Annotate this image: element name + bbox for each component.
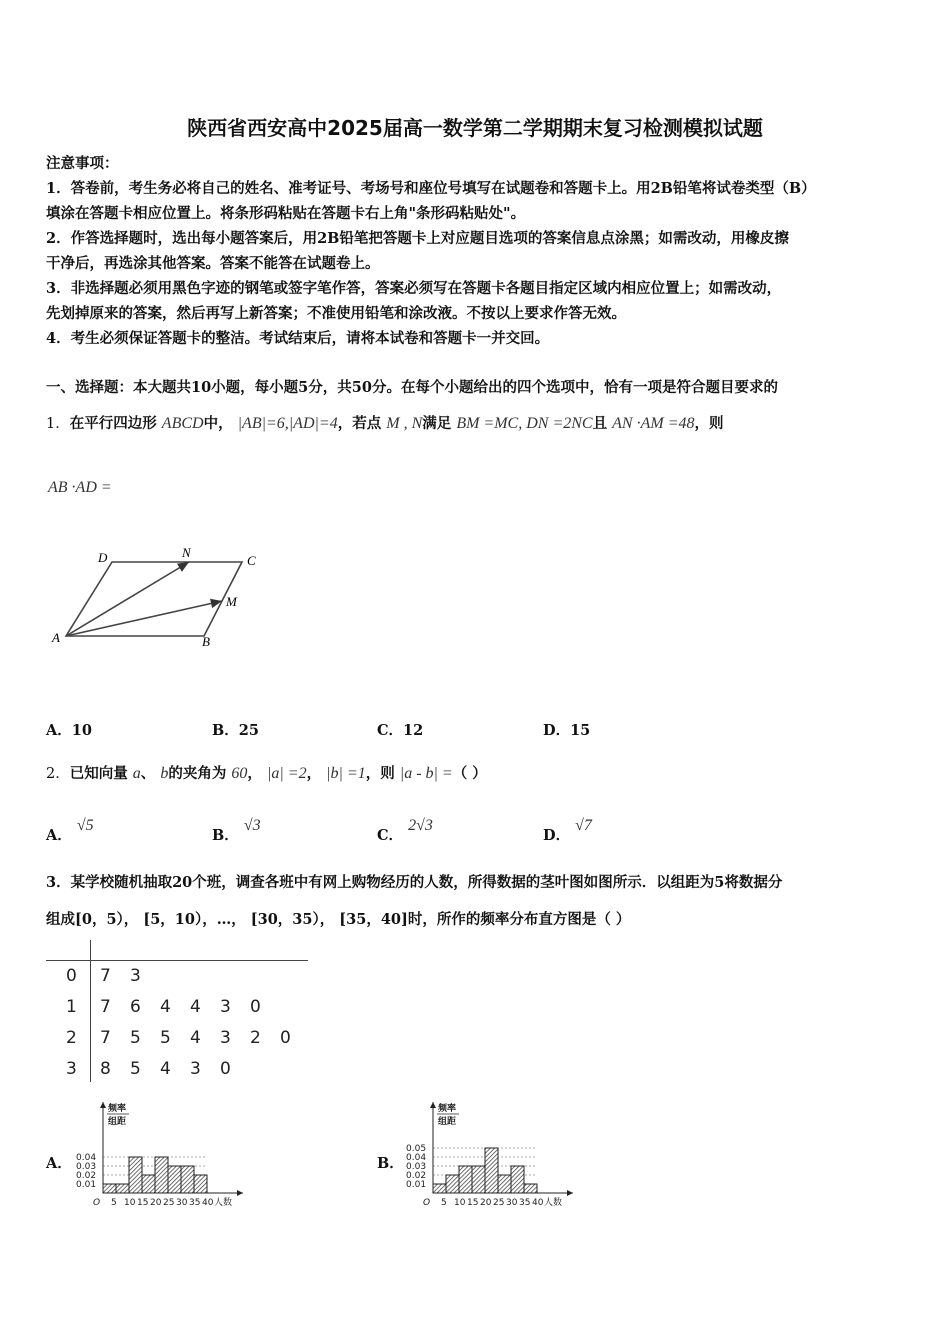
question-3-line-1: 3．某学校随机抽取20个班，调查各班中有网上购物经历的人数，所得数据的茎叶图如图所示．以组距为5将数据分 bbox=[46, 874, 783, 891]
x-tick-label: 20 bbox=[480, 1198, 492, 1208]
option-label: B． bbox=[212, 827, 239, 844]
q1-math: BM =MC, DN =2NC bbox=[456, 415, 593, 432]
option-value: √3 bbox=[243, 817, 261, 834]
leaf-value: 5 bbox=[130, 1059, 141, 1079]
leaf-value: 7 bbox=[100, 966, 111, 986]
stem-value: 2 bbox=[66, 1028, 77, 1048]
histogram-bar bbox=[524, 1184, 537, 1193]
q1-text: 在平行四边形 bbox=[69, 415, 157, 432]
histogram-bar bbox=[446, 1175, 459, 1193]
q2-math: b bbox=[160, 765, 169, 782]
x-tick-label: 25 bbox=[163, 1198, 175, 1208]
question-1 bbox=[46, 412, 724, 433]
leaf-value: 3 bbox=[190, 1059, 201, 1079]
y-tick-label: 0.04 bbox=[406, 1153, 427, 1163]
q1-option-c[interactable]: C．12 bbox=[377, 722, 424, 739]
leaf-value: 3 bbox=[220, 997, 231, 1017]
histogram-b[interactable] bbox=[400, 1098, 580, 1218]
histogram-bar bbox=[181, 1166, 194, 1193]
q1-math: M , N bbox=[386, 415, 423, 432]
y-tick-label: 0.02 bbox=[76, 1171, 97, 1181]
q1-text: 满足 bbox=[422, 415, 452, 432]
y-axis-arrow bbox=[430, 1102, 436, 1108]
q2-math: |a - b| = bbox=[399, 765, 453, 782]
histogram-bar bbox=[194, 1175, 207, 1193]
q1-expression: AB ·AD = bbox=[48, 479, 112, 496]
option-label: D． bbox=[543, 827, 571, 844]
q1-math: AN ·AM =48 bbox=[612, 415, 695, 432]
stem-value: 1 bbox=[66, 997, 77, 1017]
x-tick-label: 15 bbox=[467, 1198, 479, 1208]
notice-line: 干净后，再选涂其他答案。答案不能答在试题卷上。 bbox=[46, 255, 380, 272]
vector-an bbox=[66, 562, 189, 636]
leaf-value: 7 bbox=[100, 1028, 111, 1048]
notice-line: 填涂在答题卡相应位置上。将条形码粘贴在答题卡右上角"条形码粘贴处"。 bbox=[46, 205, 526, 222]
y-axis-label-bottom: 组距 bbox=[438, 1117, 457, 1127]
histogram-bar bbox=[511, 1166, 524, 1193]
x-tick-label: O bbox=[423, 1198, 431, 1208]
x-tick-label: 40 bbox=[532, 1198, 544, 1208]
y-tick-label: 0.05 bbox=[406, 1144, 427, 1154]
vector-am bbox=[66, 601, 222, 636]
x-tick-label: 40 bbox=[202, 1198, 214, 1208]
notice-line: 2．作答选择题时，选出每小题答案后，用2B铅笔把答题卡上对应题目选项的答案信息点涂黑；如需改动，用橡皮擦 bbox=[46, 230, 789, 247]
option-value: 2√3 bbox=[408, 817, 433, 834]
q3-option-a[interactable]: A． bbox=[46, 1155, 72, 1172]
q2-option-d[interactable] bbox=[543, 817, 592, 845]
histogram-bar bbox=[459, 1166, 472, 1193]
vertex-d-label: D bbox=[98, 550, 108, 565]
leaf-value: 0 bbox=[220, 1059, 231, 1079]
leaf-value: 3 bbox=[130, 966, 141, 986]
y-tick-label: 0.03 bbox=[406, 1162, 427, 1172]
leaf-value: 5 bbox=[160, 1028, 171, 1048]
option-label: C． bbox=[377, 827, 404, 844]
leaf-value: 0 bbox=[250, 997, 261, 1017]
x-tick-label: 10 bbox=[454, 1198, 466, 1208]
q1-math: ABCD bbox=[161, 415, 204, 432]
q1-option-a[interactable]: A．10 bbox=[46, 722, 92, 739]
y-tick-label: 0.01 bbox=[76, 1180, 97, 1190]
x-tick-label: 5 bbox=[111, 1198, 117, 1208]
question-3-line-2: 组成[0，5）， [5，10），…， [30，35）， [35，40]时，所作的频率分布直方图是（ ） bbox=[46, 911, 631, 928]
q1-option-d[interactable]: D．15 bbox=[543, 722, 591, 739]
x-axis-arrow bbox=[237, 1190, 243, 1196]
q2-option-b[interactable] bbox=[212, 817, 261, 845]
x-tick-label: 10 bbox=[124, 1198, 136, 1208]
leaf-value: 4 bbox=[160, 1059, 171, 1079]
leaf-value: 0 bbox=[280, 1028, 291, 1048]
q3-option-b[interactable]: B． bbox=[377, 1155, 404, 1172]
leaf-value: 3 bbox=[220, 1028, 231, 1048]
page-title: 陕西省西安高中2025届高一数学第二学期期末复习检测模拟试题 bbox=[187, 116, 763, 140]
q2-text: 的夹角为 bbox=[168, 765, 227, 782]
option-value: √7 bbox=[575, 817, 592, 834]
parallelogram-figure bbox=[44, 540, 274, 655]
notice-line: 1．答卷前，考生务必将自己的姓名、准考证号、考场号和座位号填写在试题卷和答题卡上。用2B铅笔将试卷类型（B） bbox=[46, 180, 816, 197]
y-axis-label-bottom: 组距 bbox=[108, 1117, 127, 1127]
q2-text: ， bbox=[247, 765, 262, 782]
q2-math: a bbox=[132, 765, 141, 782]
notice-heading: 注意事项： bbox=[46, 155, 119, 172]
option-value: √5 bbox=[76, 817, 94, 834]
point-m-label: M bbox=[226, 594, 237, 609]
y-tick-label: 0.04 bbox=[76, 1153, 97, 1163]
x-tick-label: 5 bbox=[441, 1198, 447, 1208]
q2-number: 2． bbox=[46, 766, 70, 782]
q1-text: ，若点 bbox=[337, 415, 382, 432]
stem-divider bbox=[90, 940, 91, 1082]
stem-leaf-plot bbox=[46, 940, 308, 1085]
q2-text: ， bbox=[306, 765, 322, 782]
x-tick-label: 20 bbox=[150, 1198, 162, 1208]
y-axis-label-top: 频率 bbox=[108, 1104, 127, 1114]
histogram-bar bbox=[129, 1157, 142, 1193]
q2-option-c[interactable] bbox=[377, 817, 433, 845]
y-tick-label: 0.01 bbox=[406, 1180, 427, 1190]
y-axis-label-top: 频率 bbox=[438, 1104, 457, 1114]
histogram-a[interactable] bbox=[70, 1098, 250, 1218]
histogram-bar bbox=[103, 1184, 116, 1193]
q1-math: |AB|=6,|AD|=4 bbox=[237, 415, 338, 432]
leaf-value: 5 bbox=[130, 1028, 141, 1048]
histogram-bar bbox=[472, 1166, 485, 1193]
histogram-bar bbox=[142, 1175, 155, 1193]
q1-option-b[interactable]: B．25 bbox=[212, 722, 259, 739]
q2-text: （ ） bbox=[452, 765, 487, 782]
q1-number: 1． bbox=[46, 416, 70, 432]
leaf-value: 8 bbox=[100, 1059, 111, 1079]
q2-text: 、 bbox=[140, 765, 156, 782]
leaf-value: 4 bbox=[190, 997, 201, 1017]
stem-value: 0 bbox=[66, 966, 77, 986]
notice-line: 先划掉原来的答案，然后再写上新答案；不准使用铅笔和涂改液。不按以上要求作答无效。 bbox=[46, 305, 626, 322]
histogram-bar bbox=[433, 1184, 446, 1193]
histogram-bar bbox=[155, 1157, 168, 1193]
x-axis-label: 人数 bbox=[544, 1198, 563, 1208]
q1-text: ，则 bbox=[694, 415, 724, 432]
x-axis-arrow bbox=[567, 1190, 573, 1196]
y-axis-arrow bbox=[100, 1102, 106, 1108]
q2-math: |a| =2 bbox=[266, 765, 307, 782]
q2-text: ，则 bbox=[365, 765, 395, 782]
header-divider bbox=[46, 960, 308, 961]
x-tick-label: 15 bbox=[137, 1198, 149, 1208]
stem-value: 3 bbox=[66, 1059, 77, 1079]
notice-line: 4．考生必须保证答题卡的整洁。考试结束后，请将本试卷和答题卡一并交回。 bbox=[46, 330, 550, 347]
leaf-value: 2 bbox=[250, 1028, 261, 1048]
x-tick-label: O bbox=[93, 1198, 101, 1208]
x-tick-label: 30 bbox=[176, 1198, 188, 1208]
leaf-value: 6 bbox=[130, 997, 141, 1017]
q2-math: 60 bbox=[231, 765, 248, 782]
vertex-b-label: B bbox=[202, 634, 210, 649]
x-tick-label: 35 bbox=[189, 1198, 201, 1208]
leaf-value: 4 bbox=[190, 1028, 201, 1048]
y-tick-label: 0.03 bbox=[76, 1162, 97, 1172]
question-2 bbox=[46, 762, 487, 783]
y-tick-label: 0.02 bbox=[406, 1171, 427, 1181]
section-heading: 一、选择题：本大题共10小题，每小题5分，共50分。在每个小题给出的四个选项中，恰有一项是符合题目要求的 bbox=[46, 379, 778, 396]
x-tick-label: 25 bbox=[493, 1198, 505, 1208]
vertex-c-label: C bbox=[247, 553, 256, 568]
leaf-value: 7 bbox=[100, 997, 111, 1017]
x-tick-label: 30 bbox=[506, 1198, 518, 1208]
histogram-bar bbox=[116, 1184, 129, 1193]
parallelogram-shape bbox=[66, 562, 242, 636]
vertex-a-label: A bbox=[52, 630, 60, 645]
histogram-bar bbox=[498, 1175, 511, 1193]
q2-option-a[interactable] bbox=[46, 817, 94, 845]
q1-text: 且 bbox=[592, 415, 608, 432]
histogram-bar bbox=[168, 1166, 181, 1193]
x-axis-label: 人数 bbox=[214, 1198, 233, 1208]
q1-text: 中， bbox=[203, 415, 233, 432]
option-label: A． bbox=[46, 827, 72, 844]
q2-math: |b| =1 bbox=[326, 765, 366, 782]
q2-text: 已知向量 bbox=[69, 765, 128, 782]
histogram-bar bbox=[485, 1148, 498, 1193]
notice-line: 3．非选择题必须用黑色字迹的钢笔或签字笔作答，答案必须写在答题卡各题目指定区域内相应位置上；如需改动， bbox=[46, 280, 782, 297]
point-n-label: N bbox=[182, 545, 191, 560]
x-tick-label: 35 bbox=[519, 1198, 531, 1208]
leaf-value: 4 bbox=[160, 997, 171, 1017]
